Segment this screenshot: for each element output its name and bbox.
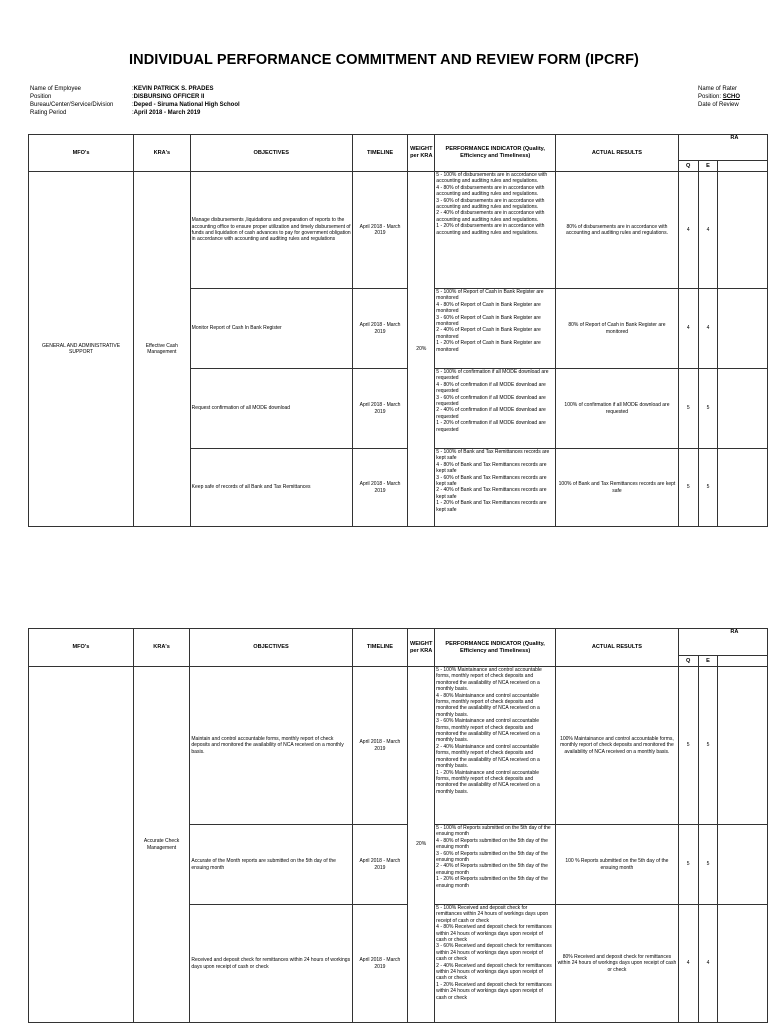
timeline-cell: April 2018 - March 2019 (352, 667, 408, 825)
q-rating-cell: 4 (678, 905, 698, 1023)
rating-period: : April 2018 - March 2019 (132, 109, 200, 117)
timeline-cell: April 2018 - March 2019 (352, 825, 408, 905)
e-rating-cell: 5 (698, 369, 718, 449)
header-performance-indicator: PERFORMANCE INDICATOR (Quality, Efficiency and Timeliness) (435, 135, 556, 172)
blank-cell (718, 905, 768, 1023)
ipcrf-table-2 (28, 628, 768, 1023)
objective-cell: Accurate of the Month reports are submitted on the 5th day of the ensuing month (190, 825, 352, 905)
actual-result-cell: 100% of Bank and Tax Remittances records are kept safe (556, 449, 679, 527)
objective-cell: Request confirmation of all MODE download (190, 369, 352, 449)
e-rating-cell: 4 (698, 905, 718, 1023)
e-rating-cell: 4 (698, 172, 718, 289)
actual-result-cell: 80% of Report of Cash in Bank Register are monitored (556, 289, 679, 369)
rater-position-label: Position: (698, 94, 722, 100)
actual-result-cell: 80% of disbursements are in accordance with accounting and auditing rules and regulations. (556, 172, 679, 289)
actual-result-cell: 100% Maintainance and control accountable forms, monthly report of check deposits and monitored the availability of NCA received on a monthly basis. (556, 667, 679, 825)
header-q: Q (678, 656, 698, 667)
header-actual-results: ACTUAL RESULTS (556, 135, 679, 172)
header-q: Q (678, 161, 698, 172)
header-timeline: TIMELINE (352, 629, 408, 667)
blank-cell (718, 289, 768, 369)
ipcrf-table-1 (28, 134, 768, 527)
kra-cell: Accurate Check Management (133, 667, 190, 1023)
performance-indicator-cell: 5 - 100% of Reports submitted on the 5th day of the ensuing month 4 - 80% of Reports submitted on the 5th day of the ensuing month 3 - 60% of Reports submitted on the 5th day of the ensuing month 2 - 40% of Reports submitted on the 5th day of the ensuing month 1 - 20% of Reports submitted on the 5th day of the ensuing month (435, 825, 556, 905)
e-rating-cell: 5 (698, 667, 718, 825)
e-rating-cell: 4 (698, 289, 718, 369)
performance-indicator-cell: 5 - 100% of Report of Cash in Bank Register are monitored 4 - 80% of Report of Cash in Bank Register are monitored 3 - 60% of Report of Cash in Bank Register are monitored 2 - 40% of Report of Cash in Bank Register are monitored 1 - 20% of Report of Cash in Bank Register are monitored (435, 289, 556, 369)
timeline-cell: April 2018 - March 2019 (352, 449, 408, 527)
header-weight: WEIGHT per KRA (408, 135, 435, 172)
kra-cell: Effective Cash Management (134, 172, 191, 527)
rater-name-label: Name of Rater (698, 86, 738, 92)
weight-cell: 20% (408, 667, 435, 1023)
q-rating-cell: 5 (678, 369, 698, 449)
performance-indicator-cell: 5 - 100% Received and deposit check for remittances within 24 hours of workings days upon receipt of cash or check 4 - 80% Received and deposit check for remittances within 24 hours of workings days upon receipt of cash or check 3 - 60% Received and deposit check for remittances within 24 hours of workings days upon receipt of cash or check 2 - 40% Received and deposit check for remittances within 24 hours of workings days upon receipt of cash or check 1 - 20% Received and deposit check for remittances within 24 hours of workings days upon receipt of cash or check (435, 905, 556, 1023)
period-label: Rating Period (30, 110, 67, 116)
timeline-cell: April 2018 - March 2019 (352, 289, 408, 369)
mfo-cell: GENERAL AND ADMINISTRATIVE SUPPORT (29, 172, 134, 527)
rater-position: SCHO (722, 94, 741, 100)
table-row (29, 667, 768, 825)
employee-name: : KEVIN PATRICK S. PRADES (132, 85, 213, 93)
name-label: Name of Employee (30, 86, 82, 92)
employee-info (30, 85, 240, 117)
q-rating-cell: 5 (678, 825, 698, 905)
actual-result-cell: 100 % Reports submitted on the 5th day of the ensuing month (556, 825, 679, 905)
mfo-cell-empty (29, 667, 134, 1023)
table-row (29, 172, 768, 289)
form-title: INDIVIDUAL PERFORMANCE COMMITMENT AND REVIEW FORM (IPCRF) (129, 52, 639, 68)
performance-indicator-cell: 5 - 100% of confirmation if all MODE download are requested 4 - 80% of confirmation if all MODE download are requested 3 - 60% of confirmation if all MODE download are requested 2 - 40% of confirmation if all MODE download are requested 1 - 20% of confirmation if all MODE download are requested (435, 369, 556, 449)
employee-bureau: : Deped - Siruma National High School (132, 101, 240, 109)
performance-indicator-cell: 5 - 100% of Bank and Tax Remittances records are kept safe 4 - 80% of Bank and Tax Remittances records are kept safe 3 - 60% of Bank and Tax Remittances records are kept safe 2 - 40% of Bank and Tax Remittances records are kept safe 1 - 20% of Bank and Tax Remittances records are kept safe (435, 449, 556, 527)
header-actual-results: ACTUAL RESULTS (556, 629, 679, 667)
header-kra: KRA's (133, 629, 190, 667)
objective-cell: Monitor Report of Cash In Bank Register (190, 289, 352, 369)
performance-indicator-cell: 5 - 100% Maintainance and control accountable forms, monthly report of check deposits and monitored the availability of NCA received on a monthly basis. 4 - 80% Maintainance and control accountable forms, monthly report of check deposits and monitored the availability of NCA received on a monthly basis. 3 - 60% Maintainance and control accountable forms, monthly report of check deposits and monitored the availability of NCA received on a monthly basis. 2 - 40% Maintainance and control accountable forms, monthly report of check deposits and monitored the availability of NCA received on a monthly basis. 1 - 20% Maintainance and control accountable forms, monthly report of check deposits and monitored the availability of NCA received on a monthly basis. (435, 667, 556, 825)
weight-cell: 20% (408, 172, 435, 527)
rater-info (698, 85, 740, 109)
header-rating: RA (678, 629, 767, 656)
blank-cell (718, 825, 768, 905)
header-objectives: OBJECTIVES (190, 135, 352, 172)
header-timeline: TIMELINE (352, 135, 408, 172)
e-rating-cell: 5 (698, 449, 718, 527)
bureau-label: Bureau/Center/Service/Division (30, 102, 114, 108)
header-e: E (698, 656, 718, 667)
objective-cell: Maintain and control accountable forms, monthly report of check deposits and monitored the availability of NCA received on a monthly basis. (190, 667, 352, 825)
header-mfo: MFO's (29, 135, 134, 172)
blank-cell (718, 369, 768, 449)
header-e: E (698, 161, 718, 172)
blank-cell (718, 449, 768, 527)
header-objectives: OBJECTIVES (190, 629, 352, 667)
timeline-cell: April 2018 - March 2019 (352, 905, 408, 1023)
position-label: Position (30, 94, 52, 100)
timeline-cell: April 2018 - March 2019 (352, 172, 408, 289)
q-rating-cell: 5 (678, 667, 698, 825)
employee-position: : DISBURSING OFFICER II (132, 93, 204, 101)
header-blank (718, 656, 768, 667)
actual-result-cell: 100% of confirmation if all MODE download are requested (556, 369, 679, 449)
header-mfo: MFO's (29, 629, 134, 667)
actual-result-cell: 80% Received and deposit check for remittances within 24 hours of workings days upon receipt of cash or check (556, 905, 679, 1023)
q-rating-cell: 4 (678, 172, 698, 289)
q-rating-cell: 5 (678, 449, 698, 527)
header-performance-indicator: PERFORMANCE INDICATOR (Quality, Efficiency and Timeliness) (435, 629, 556, 667)
objective-cell: Received and deposit check for remittances within 24 hours of workings days upon receipt of cash or check (190, 905, 352, 1023)
q-rating-cell: 4 (678, 289, 698, 369)
review-date-label: Date of Review (698, 102, 739, 108)
blank-cell (718, 172, 768, 289)
header-weight: WEIGHT per KRA (408, 629, 435, 667)
objective-cell: Keep safe of records of all Bank and Tax Remittances (190, 449, 352, 527)
blank-cell (718, 667, 768, 825)
performance-indicator-cell: 5 - 100% of disbursements are in accordance with accounting and auditing rules and regulations. 4 - 80% of disbursements are in accordance with accounting and auditing rules and regulations. 3 - 60% of disbursements are in accordance with accounting and auditing rules and regulations. 2 - 40% of disbursements are in accordance with accounting and auditing rules and regulations. 1 - 20% of disbursements are in accordance with accounting and auditing rules and regulations. (435, 172, 556, 289)
e-rating-cell: 5 (698, 825, 718, 905)
objective-cell: Manage disbursements ,liquidations and preparation of reports to the accounting office to ensure proper utilization and timely disbursement of funds and liquidation of cash advances to pay for government obligation in accordance with accounting and auditing rules and regulations (190, 172, 352, 289)
header-blank (718, 161, 768, 172)
timeline-cell: April 2018 - March 2019 (352, 369, 408, 449)
header-kra: KRA's (134, 135, 191, 172)
header-rating: RA (678, 135, 767, 161)
